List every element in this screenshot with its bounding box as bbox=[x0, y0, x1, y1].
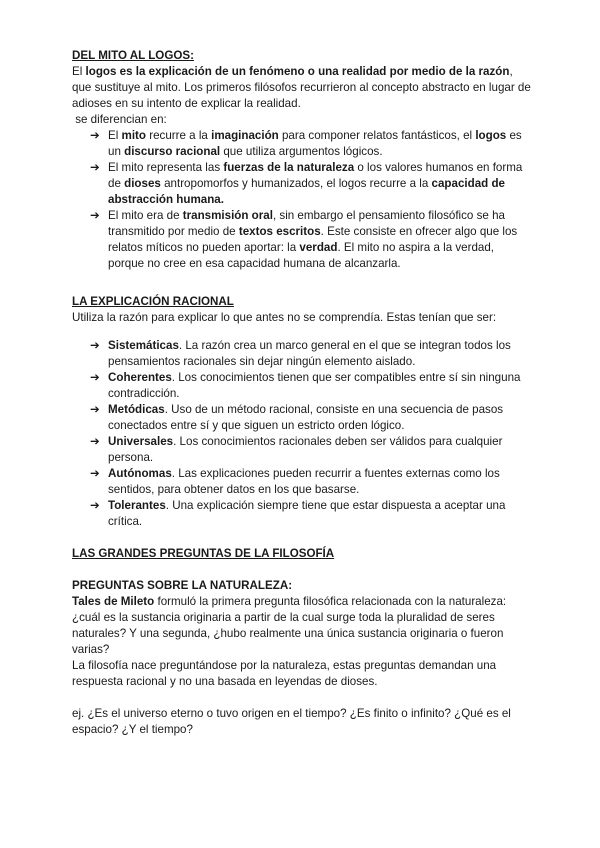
paragraph bbox=[72, 594, 532, 658]
text: es un bbox=[108, 129, 522, 158]
arrow-bullet-icon: ➔ bbox=[90, 161, 100, 174]
text: que utiliza argumentos lógicos. bbox=[220, 145, 383, 158]
text: antropomorfos y humanizados, el logos recurre a la bbox=[160, 177, 432, 190]
text: El bbox=[108, 129, 122, 142]
text: El mito era de bbox=[108, 209, 183, 222]
bold-text: discurso racional bbox=[124, 145, 221, 158]
arrow-bullet-icon: ➔ bbox=[90, 129, 100, 142]
list-item bbox=[90, 208, 532, 272]
bold-text: logos es la explicación de un fenómeno o una realidad por medio de la razón bbox=[85, 65, 510, 78]
text: . Las explicaciones pueden recurrir a fuentes externas como los sentidos, para obtener datos en los que basarse. bbox=[108, 467, 500, 496]
bullet-list bbox=[72, 128, 532, 272]
text: recurre a la bbox=[146, 129, 212, 142]
arrow-bullet-icon: ➔ bbox=[90, 467, 100, 480]
bullet-list bbox=[72, 338, 532, 530]
section-heading: LAS GRANDES PREGUNTAS DE LA FILOSOFÍA bbox=[72, 547, 335, 560]
arrow-bullet-icon: ➔ bbox=[90, 435, 100, 448]
list-item bbox=[90, 370, 532, 402]
document-page bbox=[72, 48, 532, 738]
bold-text: fuerzas de la naturaleza bbox=[223, 161, 355, 174]
text: para componer relatos fantásticos, el bbox=[278, 129, 476, 142]
list-item bbox=[90, 466, 532, 498]
paragraph: se diferencian en: bbox=[72, 113, 167, 126]
text: o los valores humanos en forma de bbox=[108, 161, 523, 190]
list-item bbox=[90, 128, 532, 160]
bold-text: transmisión oral bbox=[182, 209, 273, 222]
list-item bbox=[90, 338, 532, 370]
text: formuló la primera pregunta filosófica relacionada con la naturaleza: ¿cuál es la sustancia originaria a partir de la cual surge toda la pluralidad de seres naturales? Y una segunda, ¿hubo realmente una única sustancia originaria o fueron varias? bbox=[72, 595, 507, 656]
text: . Una explicación siempre tiene que estar dispuesta a aceptar una crítica. bbox=[108, 499, 506, 528]
section-heading: LA EXPLICACIÓN RACIONAL bbox=[72, 295, 234, 308]
list-item bbox=[90, 434, 532, 466]
text: . Uso de un método racional, consiste en una secuencia de pasos conectados entre sí y que siguen un estricto orden lógico. bbox=[108, 403, 504, 432]
bold-text: Autónomas bbox=[108, 467, 172, 480]
bold-text: Tolerantes bbox=[108, 499, 166, 512]
text: El bbox=[72, 65, 86, 78]
text: , sin embargo el pensamiento filosófico se ha transmitido por medio de bbox=[108, 209, 505, 238]
arrow-bullet-icon: ➔ bbox=[90, 339, 100, 352]
bold-text: Universales bbox=[108, 435, 174, 448]
bold-text: dioses bbox=[124, 177, 161, 190]
subheading: PREGUNTAS SOBRE LA NATURALEZA: bbox=[72, 579, 293, 592]
bold-text: mito bbox=[121, 129, 147, 142]
text: . Los conocimientos racionales deben ser válidos para cualquier persona. bbox=[108, 435, 503, 464]
bold-text: Tales de Mileto bbox=[72, 595, 155, 608]
arrow-bullet-icon: ➔ bbox=[90, 371, 100, 384]
bold-text: logos bbox=[475, 129, 507, 142]
bold-text: capacidad de abstracción humana. bbox=[108, 177, 505, 206]
arrow-bullet-icon: ➔ bbox=[90, 499, 100, 512]
list-item bbox=[90, 160, 532, 208]
text: . Los conocimientos tienen que ser compatibles entre sí sin ninguna contradicción. bbox=[108, 371, 521, 400]
paragraph: Utiliza la razón para explicar lo que antes no se comprendía. Estas tenían que ser: bbox=[72, 311, 497, 324]
bold-text: textos escritos bbox=[238, 225, 321, 238]
bold-text: verdad bbox=[299, 241, 338, 254]
bold-text: Coherentes bbox=[108, 371, 172, 384]
bold-text: Metódicas bbox=[108, 403, 165, 416]
text: , que sustituye al mito. Los primeros filósofos recurrieron al concepto abstracto en lugar de adioses en su intento de explicar la realidad. bbox=[72, 65, 531, 110]
text: . La razón crea un marco general en el que se integran todos los pensamientos racionales sin dejar ningún elemento aislado. bbox=[108, 339, 511, 368]
text: . El mito no aspira a la verdad, porque no cree en esa capacidad humana de alcanzarla. bbox=[108, 241, 495, 270]
bold-text: imaginación bbox=[211, 129, 279, 142]
arrow-bullet-icon: ➔ bbox=[90, 209, 100, 222]
text: El mito representa las bbox=[108, 161, 224, 174]
paragraph bbox=[72, 64, 532, 112]
paragraph: ej. ¿Es el universo eterno o tuvo origen en el tiempo? ¿Es finito o infinito? ¿Qué es el espacio? ¿Y el tiempo? bbox=[72, 707, 511, 736]
text: . Este consiste en ofrecer algo que los relatos míticos no pueden aportar: la bbox=[108, 225, 518, 254]
paragraph: La filosofía nace preguntándose por la naturaleza, estas preguntas demandan una respuesta racional y no una basada en leyendas de dioses. bbox=[72, 659, 497, 688]
bold-text: Sistemáticas bbox=[108, 339, 179, 352]
list-item bbox=[90, 402, 532, 434]
list-item bbox=[90, 498, 532, 530]
arrow-bullet-icon: ➔ bbox=[90, 403, 100, 416]
section-heading: DEL MITO AL LOGOS: bbox=[72, 49, 194, 62]
